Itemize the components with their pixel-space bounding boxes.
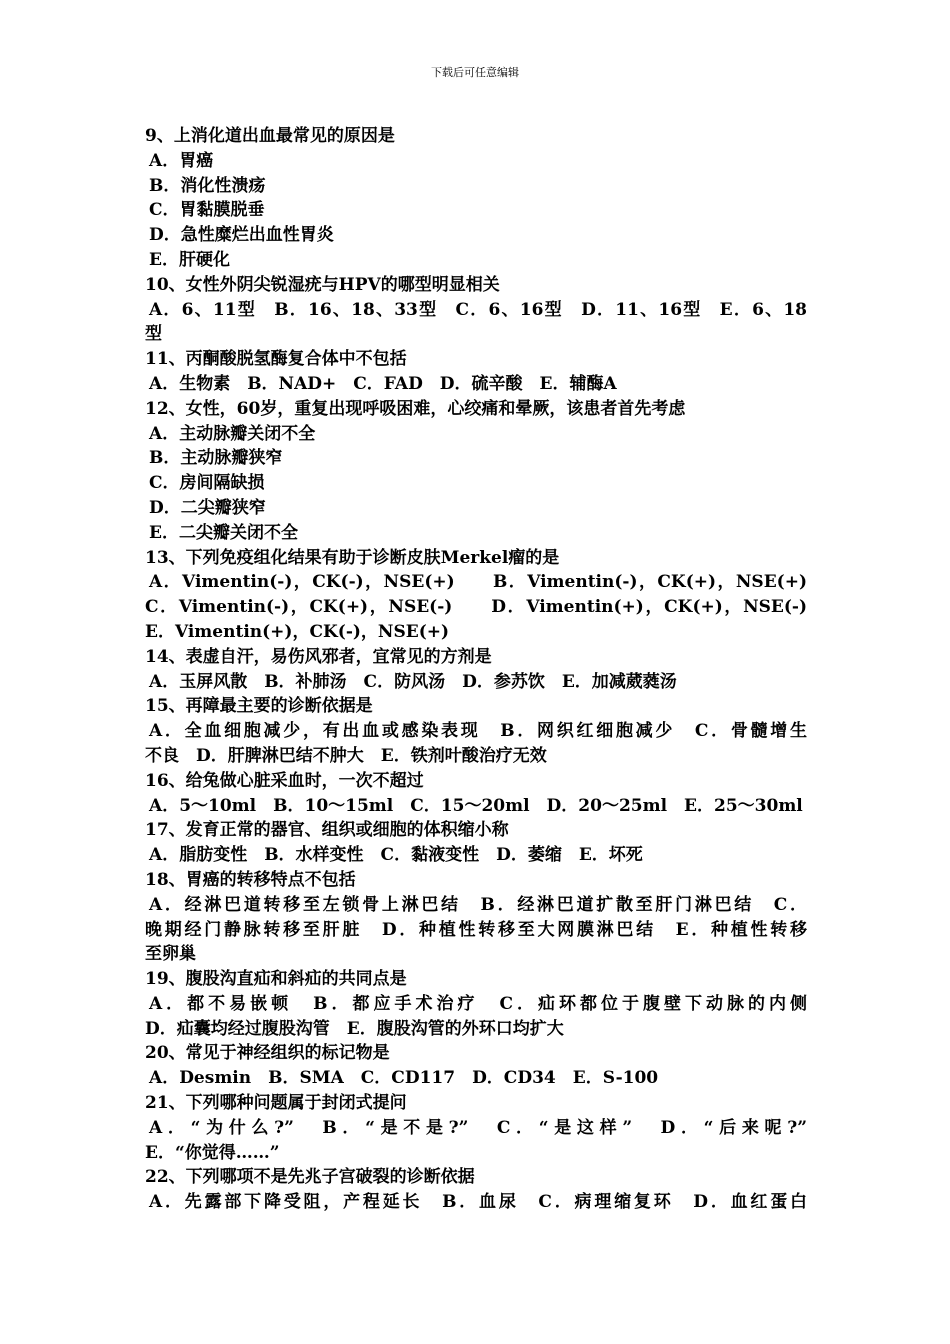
option-line: A．主动脉瓣关闭不全 [149, 423, 316, 444]
question-line: 16、给兔做心脏采血时，一次不超过 [145, 770, 424, 791]
option-line: A．生物素 B．NAD+ C．FAD D．硫辛酸 E．辅酶A [149, 373, 617, 394]
continuation-line: D．疝囊均经过腹股沟管 E．腹股沟管的外环口均扩大 [145, 1018, 564, 1039]
question-line: 9、上消化道出血最常见的原因是 [145, 126, 395, 146]
question-line: 11、丙酮酸脱氢酶复合体中不包括 [145, 349, 407, 370]
question-line: 19、腹股沟直疝和斜疝的共同点是 [145, 969, 407, 990]
page-header: 下载后可任意编辑 [431, 66, 519, 79]
option-line: D．急性糜烂出血性胃炎 [149, 225, 334, 246]
question-line: 22、下列哪项不是先兆子宫破裂的诊断依据 [145, 1167, 475, 1188]
option-line: B．主动脉瓣狭窄 [149, 448, 283, 469]
option-line: A．全血细胞减少，有出血或感染表现 B．网织红细胞减少 C．骨髓增生 [149, 721, 807, 742]
option-line: D．二尖瓣狭窄 [149, 497, 266, 518]
option-line: B．消化性溃疡 [149, 175, 266, 196]
option-line: A．玉屏风散 B．补肺汤 C．防风汤 D．参苏饮 E．加减葳蕤汤 [149, 671, 677, 692]
continuation-line: 晚期经门静脉转移至肝脏 D．种植性转移至大网膜淋巴结 E．种植性转移 [145, 919, 807, 940]
option-line: A．6、11型 B．16、18、33型 C．6、16型 D．11、16型 E．6、18 [149, 299, 807, 320]
option-line: A．“为什么?” B．“是不是?” C．“是这样” D．“后来呢?” [149, 1117, 807, 1138]
option-line: E．二尖瓣关闭不全 [149, 522, 298, 543]
question-line: 21、下列哪种问题属于封闭式提问 [145, 1093, 407, 1114]
continuation-line: E．“你觉得……” [145, 1142, 280, 1163]
option-line: A．先露部下降受阻，产程延长 B．血尿 C．病理缩复环 D．血红蛋白 [149, 1192, 807, 1213]
option-line: A．经淋巴道转移至左锁骨上淋巴结 B．经淋巴道扩散至肝门淋巴结 C． [149, 894, 807, 915]
question-list [145, 124, 807, 1215]
option-line: A．Vimentin(-)，CK(-)，NSE(+) B．Vimentin(-)，CK(+)，NSE(+) [149, 572, 807, 593]
question-line: 20、常见于神经组织的标记物是 [145, 1043, 390, 1064]
continuation-line: 不良 D．肝脾淋巴结不肿大 E．铁剂叶酸治疗无效 [145, 745, 547, 766]
option-line: A．5～10ml B．10～15ml C．15～20ml D．20～25ml E．25～30ml [149, 795, 803, 816]
option-line: A．胃癌 [149, 150, 214, 171]
continuation-line: E．Vimentin(+)，CK(-)，NSE(+) [145, 621, 450, 642]
question-line: 17、发育正常的器官、组织或细胞的体积缩小称 [145, 820, 509, 841]
option-line: E．肝硬化 [149, 249, 230, 270]
question-line: 10、女性外阴尖锐湿疣与HPV的哪型明显相关 [145, 274, 500, 295]
option-line: C．房间隔缺损 [149, 473, 265, 494]
continuation-line: 至卵巢 [145, 944, 196, 965]
question-line: 14、表虚自汗，易伤风邪者，宜常见的方剂是 [145, 646, 492, 667]
question-line: 15、再障最主要的诊断依据是 [145, 696, 373, 717]
question-line: 13、下列免疫组化结果有助于诊断皮肤Merkel瘤的是 [145, 547, 560, 568]
option-line: A．Desmin B．SMA C．CD117 D．CD34 E．S-100 [149, 1068, 659, 1089]
option-line: A．脂肪变性 B．水样变性 C．黏液变性 D．萎缩 E．坏死 [149, 845, 643, 866]
option-line: A．都不易嵌顿 B．都应手术治疗 C．疝环都位于腹壁下动脉的内侧 [149, 993, 807, 1014]
continuation-line: 型 [145, 324, 162, 345]
question-line: 18、胃癌的转移特点不包括 [145, 869, 356, 890]
option-line: C．胃黏膜脱垂 [149, 200, 265, 221]
continuation-line: C．Vimentin(-)，CK(+)，NSE(-) D．Vimentin(+)，CK(+)，NSE(-) [145, 597, 807, 618]
question-line: 12、女性，60岁，重复出现呼吸困难，心绞痛和晕厥，该患者首先考虑 [145, 398, 686, 419]
